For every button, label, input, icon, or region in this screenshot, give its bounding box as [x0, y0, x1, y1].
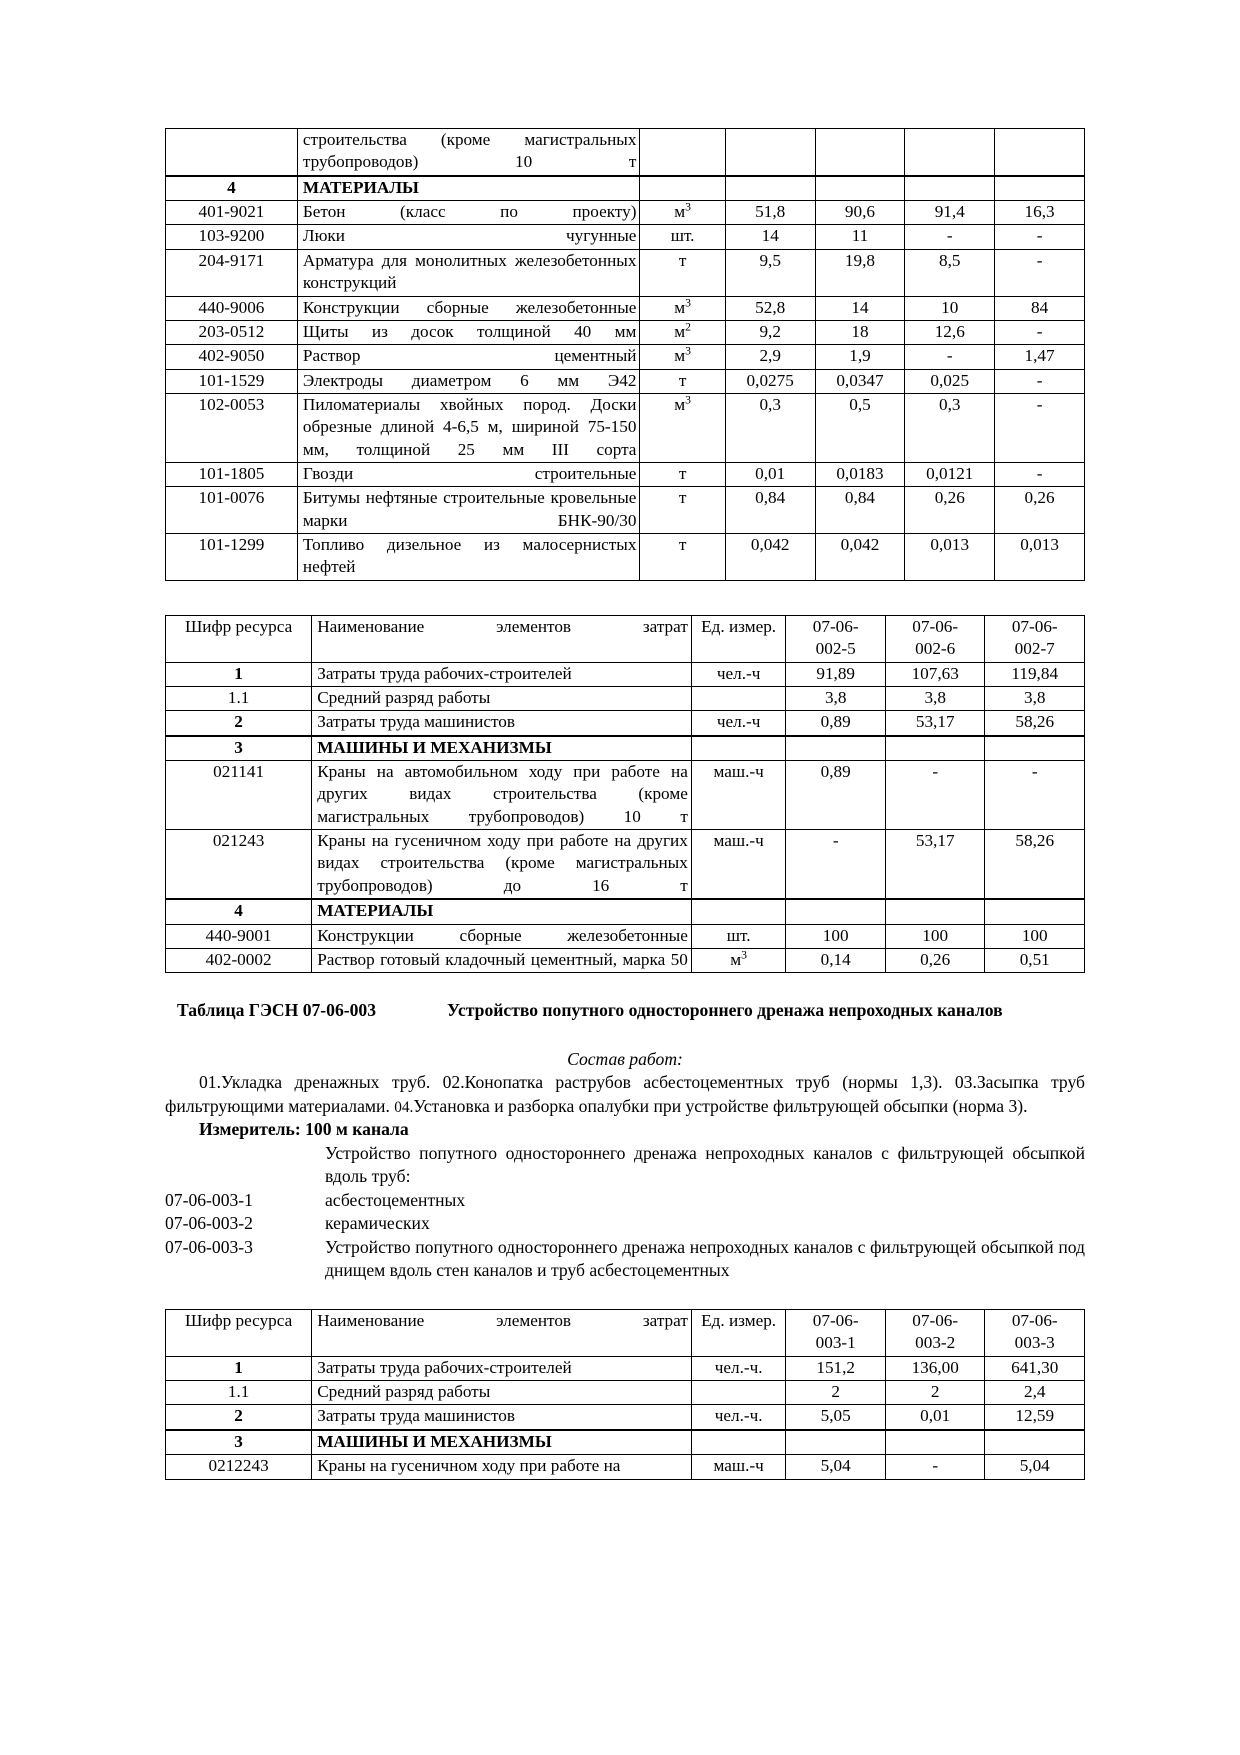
cell-value: -: [905, 225, 995, 249]
cell-name: Бетон (класс по проекту): [297, 201, 640, 225]
cell-value: [995, 129, 1085, 176]
unit-exponent: 3: [685, 344, 691, 358]
spacer: [165, 581, 1085, 615]
cell-value: 0,84: [815, 487, 905, 534]
cell-value: 0,26: [995, 487, 1085, 534]
table-row: [166, 487, 1085, 534]
cell-code: 1.1: [166, 686, 312, 710]
cell-value: 0,0121: [905, 463, 995, 487]
header-norm-1: [786, 1310, 886, 1357]
cell-unit: $м^3$: [640, 393, 725, 462]
cell-value: [885, 736, 985, 761]
cell-name: Арматура для монолитных железобетонных конструкций: [297, 249, 640, 296]
table-row: [166, 1455, 1085, 1479]
cell-value: [885, 1430, 985, 1455]
cell-value: 0,14: [786, 948, 886, 972]
header-norm-2: [885, 1310, 985, 1357]
norm-item: [165, 1142, 1085, 1189]
cell-value: -: [995, 320, 1085, 344]
cell-value: [725, 176, 815, 201]
cell-unit: $м^3$: [691, 948, 786, 972]
cell-unit: $м^3$: [640, 201, 725, 225]
table-row: [166, 1381, 1085, 1405]
cell-value: 0,013: [995, 534, 1085, 581]
cell-name: Затраты труда рабочих-строителей: [312, 1356, 692, 1380]
table-row: [166, 686, 1085, 710]
cell-code: 021141: [166, 760, 312, 829]
cell-value: 0,0183: [815, 463, 905, 487]
cell-value: [885, 899, 985, 924]
cell-value: 1,9: [815, 345, 905, 369]
cell-value: 53,17: [885, 711, 985, 736]
table-row: [166, 1405, 1085, 1430]
cell-code: 402-0002: [166, 948, 312, 972]
spacer: [165, 1022, 1085, 1048]
norm-item-text: Устройство попутного одностороннего дренажа непроходных каналов с фильтрующей обсыпкой под днищем вдоль стен каналов и труб асбестоцементных: [325, 1236, 1085, 1281]
cell-value: 9,5: [725, 249, 815, 296]
cell-value: 58,26: [985, 830, 1085, 900]
sostav-body: [165, 1071, 1085, 1118]
cell-value: 2: [885, 1381, 985, 1405]
cell-value: [786, 899, 886, 924]
cell-value: 2,4: [985, 1381, 1085, 1405]
cell-value: 91,89: [786, 662, 886, 686]
cell-value: [905, 129, 995, 176]
header-code: Шифр ресурса: [166, 1310, 312, 1357]
cell-unit: маш.-ч: [691, 760, 786, 829]
cell-section-code: 3: [166, 1430, 312, 1455]
cell-value: 9,2: [725, 320, 815, 344]
table-row: [166, 948, 1085, 972]
section-title-text: Устройство попутного одностороннего дренажа непроходных каналов: [447, 1000, 1003, 1021]
cell-name: Краны на автомобильном ходу при работе на других видах строительства (кроме магистральных трубопроводов) 10 т: [312, 760, 692, 829]
cell-value: 90,6: [815, 201, 905, 225]
cell-code: 101-1299: [166, 534, 298, 581]
cell-value: -: [885, 1455, 985, 1479]
cell-unit: чел.-ч.: [691, 1356, 786, 1380]
cell-unit: т: [640, 534, 725, 581]
spacer: [165, 1283, 1085, 1309]
table-row: [166, 393, 1085, 462]
cell-code: 1.1: [166, 1381, 312, 1405]
cell-value: 0,26: [885, 948, 985, 972]
cell-unit: т: [640, 487, 725, 534]
cell-value: 12,6: [905, 320, 995, 344]
cell-unit: [691, 686, 786, 710]
cell-section-code: 4: [166, 899, 312, 924]
norm-item: [165, 1189, 1085, 1213]
cell-value: 100: [786, 924, 886, 948]
cell-value: 0,0347: [815, 369, 905, 393]
header-unit: Ед. измер.: [691, 615, 786, 662]
cell-name: Затраты труда рабочих-строителей: [312, 662, 692, 686]
cell-code: [166, 129, 298, 176]
cell-value: 0,01: [725, 463, 815, 487]
header-name: Наименование элементов затрат: [312, 615, 692, 662]
table-row: [166, 1356, 1085, 1380]
table-row: [166, 463, 1085, 487]
cell-value: 8,5: [905, 249, 995, 296]
cell-value: [786, 1430, 886, 1455]
table-row: [166, 924, 1085, 948]
cell-section-label: МАТЕРИАЛЫ: [312, 899, 692, 924]
cell-unit: [640, 129, 725, 176]
cell-value: -: [786, 830, 886, 900]
cell-section-label: МАШИНЫ И МЕХАНИЗМЫ: [312, 736, 692, 761]
cell-code: 102-0053: [166, 393, 298, 462]
norm-item-code: 07-06-003-2: [165, 1213, 253, 1234]
cell-code: 2: [166, 711, 312, 736]
cell-value: 0,013: [905, 534, 995, 581]
norm-item-text: керамических: [325, 1213, 430, 1234]
cell-code: 1: [166, 1356, 312, 1380]
table-row: [166, 830, 1085, 900]
cell-code: 0212243: [166, 1455, 312, 1479]
cell-unit: маш.-ч: [691, 830, 786, 900]
cell-value: 0,042: [725, 534, 815, 581]
section-title: [165, 999, 1085, 1022]
cell-value: 119,84: [985, 662, 1085, 686]
cell-unit: $м^2$: [640, 320, 725, 344]
cell-value: 5,04: [786, 1455, 886, 1479]
cell-value: 19,8: [815, 249, 905, 296]
cell-code: 402-9050: [166, 345, 298, 369]
cell-section-label: МАТЕРИАЛЫ: [297, 176, 640, 201]
cell-code: 203-0512: [166, 320, 298, 344]
table-row: [166, 534, 1085, 581]
header-norm-2-line1: 07-06-: [912, 1311, 959, 1330]
cell-value: 641,30: [985, 1356, 1085, 1380]
norms-list: [165, 1142, 1085, 1283]
table-row: [166, 249, 1085, 296]
header-norm-2: [885, 615, 985, 662]
cell-value: -: [885, 760, 985, 829]
cell-code: 101-1805: [166, 463, 298, 487]
cell-value: 0,3: [905, 393, 995, 462]
cell-value: -: [995, 369, 1085, 393]
norm-item-code: 07-06-003-1: [165, 1189, 253, 1210]
table-row: [166, 345, 1085, 369]
cell-value: 84: [995, 296, 1085, 320]
cell-value: 2,9: [725, 345, 815, 369]
cell-name: Топливо дизельное из малосернистых нефтей: [297, 534, 640, 581]
header-norm-2-line2: 003-2: [915, 1333, 956, 1353]
cell-value: 1,47: [995, 345, 1085, 369]
cell-code: 440-9001: [166, 924, 312, 948]
norm-item-text: асбестоцементных: [325, 1189, 466, 1210]
cell-value: 11: [815, 225, 905, 249]
header-unit: Ед. измер.: [691, 1310, 786, 1357]
cell-value: -: [995, 225, 1085, 249]
cell-value: 107,63: [885, 662, 985, 686]
cell-value: 12,59: [985, 1405, 1085, 1430]
header-norm-1-line2: 003-1: [815, 1333, 856, 1353]
sostav-body-part1: 01.Укладка дренажных труб. 02.Конопатка раструбов асбестоцементных труб (нормы 1,3). 03.Засыпка труб фильтрующими материалами.: [165, 1071, 1085, 1116]
header-norm-1-line1: 07-06-: [812, 1311, 859, 1330]
cell-unit: шт.: [691, 924, 786, 948]
cell-value: -: [995, 393, 1085, 462]
cell-value: [985, 899, 1085, 924]
sostav-heading: Состав работ:: [567, 1049, 683, 1070]
cell-unit: $м^3$: [640, 296, 725, 320]
table-row: [166, 296, 1085, 320]
cell-value: [985, 1430, 1085, 1455]
table-row: [166, 369, 1085, 393]
cell-value: 0,01: [885, 1405, 985, 1430]
table-row: [166, 662, 1085, 686]
cell-value: 5,04: [985, 1455, 1085, 1479]
cell-name: Конструкции сборные железобетонные: [312, 924, 692, 948]
table-section-header: [166, 736, 1085, 761]
cell-value: [985, 736, 1085, 761]
table-header-row: [166, 1310, 1085, 1357]
cell-value: 3,8: [786, 686, 886, 710]
header-code: Шифр ресурса: [166, 615, 312, 662]
norm-item-text: Устройство попутного одностороннего дренажа непроходных каналов с фильтрующей обсыпкой вдоль труб:: [325, 1142, 1085, 1187]
table-section-header: [166, 899, 1085, 924]
cell-unit: [691, 899, 786, 924]
cell-unit: шт.: [640, 225, 725, 249]
cell-value: -: [985, 760, 1085, 829]
unit-exponent: 3: [685, 393, 691, 407]
cell-value: 0,5: [815, 393, 905, 462]
header-norm-3-line1: 07-06-: [1011, 1311, 1058, 1330]
cell-value: 100: [885, 924, 985, 948]
table-section-header-materials: [166, 176, 1085, 201]
cell-name: Гвозди строительные: [297, 463, 640, 487]
cell-unit: т: [640, 463, 725, 487]
cell-value: [815, 176, 905, 201]
cell-section-label: МАШИНЫ И МЕХАНИЗМЫ: [312, 1430, 692, 1455]
cell-value: [786, 736, 886, 761]
table-row: [166, 760, 1085, 829]
table-row: [166, 711, 1085, 736]
cell-value: 151,2: [786, 1356, 886, 1380]
cell-unit: [691, 1430, 786, 1455]
unit-exponent: 2: [685, 320, 691, 334]
cell-unit: маш.-ч: [691, 1455, 786, 1479]
cell-unit: чел.-ч.: [691, 1405, 786, 1430]
cell-name: Краны на гусеничном ходу при работе на других видах строительства (кроме магистральных трубопроводов) до 16 т: [312, 830, 692, 900]
cell-code: 204-9171: [166, 249, 298, 296]
cell-name: строительства (кроме магистральных трубопроводов) 10 т: [297, 129, 640, 176]
resource-table-07-06-002-part2: [165, 128, 1085, 581]
cell-unit: чел.-ч: [691, 711, 786, 736]
cell-value: 0,84: [725, 487, 815, 534]
cell-value: 0,89: [786, 760, 886, 829]
header-name: Наименование элементов затрат: [312, 1310, 692, 1357]
header-norm-2-line1: 07-06-: [912, 616, 959, 636]
cell-value: 0,3: [725, 393, 815, 462]
table-row: [166, 320, 1085, 344]
cell-value: 51,8: [725, 201, 815, 225]
cell-code: 103-9200: [166, 225, 298, 249]
sostav-body-part2: Установка и разборка опалубки при устройстве фильтрующей обсыпки (норма 3).: [413, 1095, 1028, 1116]
unit-exponent: 3: [741, 948, 747, 962]
cell-value: [995, 176, 1085, 201]
table-row: [166, 201, 1085, 225]
cell-unit: $м^3$: [640, 345, 725, 369]
cell-value: 0,51: [985, 948, 1085, 972]
cell-unit: [640, 176, 725, 201]
cell-section-code: 4: [166, 176, 298, 201]
header-norm-2-line2: 002-6: [915, 639, 956, 659]
cell-value: 5,05: [786, 1405, 886, 1430]
cell-name: Люки чугунные: [297, 225, 640, 249]
cell-name: Электроды диаметром 6 мм Э42: [297, 369, 640, 393]
spacer: [165, 973, 1085, 999]
header-norm-3-line2: 002-7: [1014, 639, 1055, 659]
cell-value: -: [995, 249, 1085, 296]
cell-code: 1: [166, 662, 312, 686]
cell-unit: чел.-ч: [691, 662, 786, 686]
cell-value: 58,26: [985, 711, 1085, 736]
cell-value: 52,8: [725, 296, 815, 320]
norm-item-code: 07-06-003-3: [165, 1236, 253, 1257]
norm-item-code: [165, 1142, 325, 1189]
cell-unit: т: [640, 249, 725, 296]
header-norm-3: [985, 1310, 1085, 1357]
cell-name: Затраты труда машинистов: [312, 711, 692, 736]
header-norm-1-line1: 07-06-: [812, 616, 859, 636]
cell-name: Раствор готовый кладочный цементный, марка 50: [312, 948, 692, 972]
cell-name: Затраты труда машинистов: [312, 1405, 692, 1430]
cell-name: Средний разряд работы: [312, 686, 692, 710]
header-norm-3-line1: 07-06-: [1011, 616, 1058, 636]
unit-exponent: 3: [685, 200, 691, 214]
cell-value: 0,0275: [725, 369, 815, 393]
header-norm-3-line2: 003-3: [1014, 1333, 1055, 1353]
cell-value: 3,8: [885, 686, 985, 710]
cell-value: 0,025: [905, 369, 995, 393]
cell-name: Средний разряд работы: [312, 1381, 692, 1405]
cell-value: 14: [815, 296, 905, 320]
cell-name: Конструкции сборные железобетонные: [297, 296, 640, 320]
table-row: [166, 129, 1085, 176]
sostav-body-num: 04.: [394, 1098, 414, 1116]
cell-value: 53,17: [885, 830, 985, 900]
cell-value: 0,042: [815, 534, 905, 581]
cell-value: 0,89: [786, 711, 886, 736]
cell-value: [815, 129, 905, 176]
cell-value: 10: [905, 296, 995, 320]
cell-value: [725, 129, 815, 176]
cell-code: 101-1529: [166, 369, 298, 393]
header-norm-1-line2: 002-5: [815, 639, 856, 659]
resource-table-07-06-003: [165, 1309, 1085, 1480]
header-norm-1: [786, 615, 886, 662]
cell-value: -: [905, 345, 995, 369]
cell-value: 18: [815, 320, 905, 344]
cell-value: [905, 176, 995, 201]
table-section-header: [166, 1430, 1085, 1455]
cell-unit: [691, 736, 786, 761]
table-row: [166, 225, 1085, 249]
cell-value: 100: [985, 924, 1085, 948]
cell-name: Щиты из досок толщиной 40 мм: [297, 320, 640, 344]
cell-section-code: 3: [166, 736, 312, 761]
section-title-code: Таблица ГЭСН 07-06-003: [177, 1000, 377, 1021]
unit-exponent: 3: [685, 295, 691, 309]
cell-value: 136,00: [885, 1356, 985, 1380]
resource-table-07-06-002-part3: [165, 615, 1085, 973]
cell-value: 3,8: [985, 686, 1085, 710]
cell-unit: т: [640, 369, 725, 393]
cell-code: 021243: [166, 830, 312, 900]
cell-value: 2: [786, 1381, 886, 1405]
cell-code: 2: [166, 1405, 312, 1430]
cell-code: 440-9006: [166, 296, 298, 320]
cell-name: Краны на гусеничном ходу при работе на: [312, 1455, 692, 1479]
norm-item: [165, 1236, 1085, 1283]
cell-code: 401-9021: [166, 201, 298, 225]
header-norm-3: [985, 615, 1085, 662]
norm-item: [165, 1212, 1085, 1236]
cell-value: 14: [725, 225, 815, 249]
izmeritel-label: Измеритель: 100 м канала: [199, 1119, 409, 1140]
cell-unit: [691, 1381, 786, 1405]
cell-value: 0,26: [905, 487, 995, 534]
cell-code: 101-0076: [166, 487, 298, 534]
cell-value: 91,4: [905, 201, 995, 225]
cell-value: -: [995, 463, 1085, 487]
cell-name: Пиломатериалы хвойных пород. Доски обрезные длиной 4-6,5 м, шириной 75-150 мм, толщиной 25 мм III сорта: [297, 393, 640, 462]
cell-name: Раствор цементный: [297, 345, 640, 369]
cell-value: 16,3: [995, 201, 1085, 225]
table-header-row: [166, 615, 1085, 662]
cell-name: Битумы нефтяные строительные кровельные марки БНК-90/30: [297, 487, 640, 534]
